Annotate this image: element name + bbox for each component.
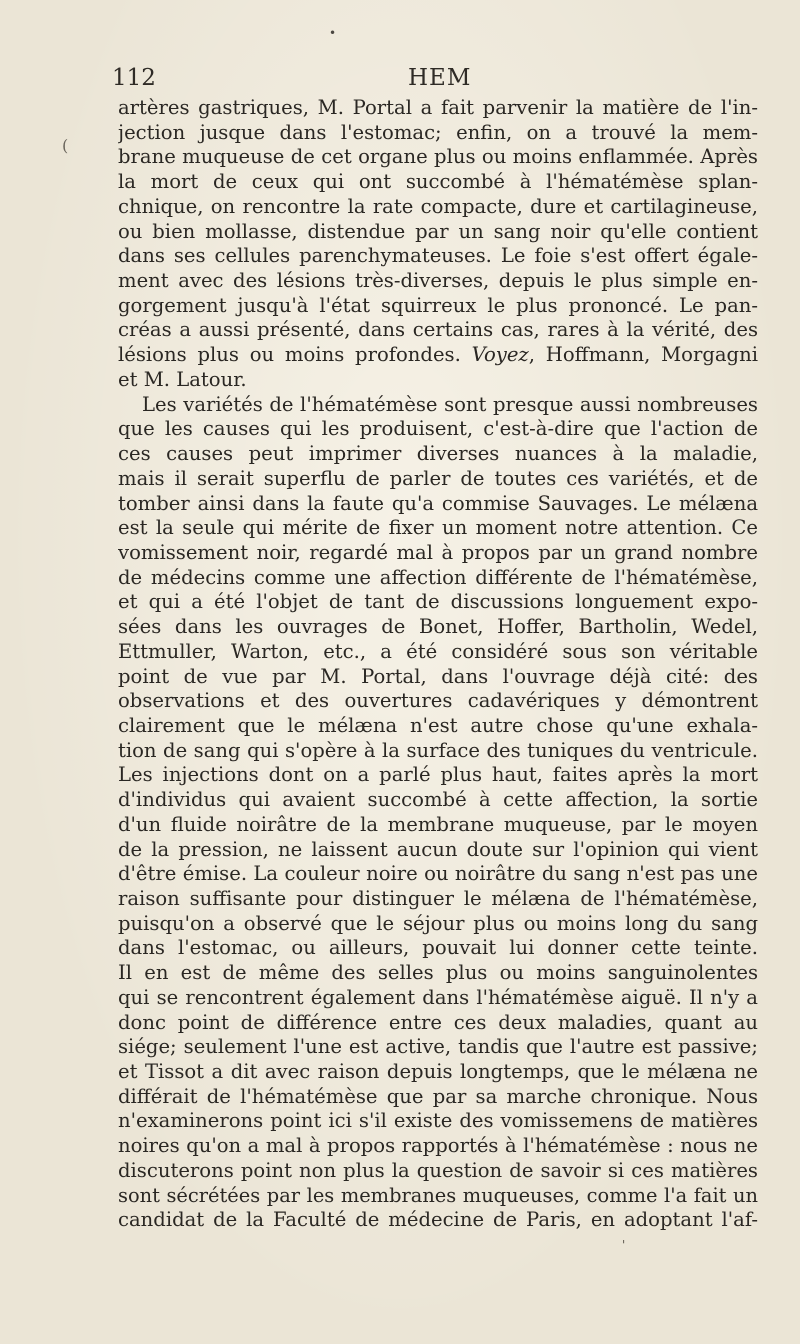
text-line: brane muqueuse de cet organe plus ou moins enflammée. Après bbox=[118, 145, 758, 169]
page-speck: • bbox=[329, 26, 337, 40]
text-line: jection jusque dans l'estomac; enfin, on a trouvé la mem- bbox=[118, 120, 758, 144]
text-line: noires qu'on a mal à propos rapportés à l'hématémèse : nous ne bbox=[118, 1134, 758, 1158]
text-line: chnique, on rencontre la rate compacte, dure et cartilagineuse, bbox=[118, 194, 758, 218]
text-line: et Tissot a dit avec raison depuis longtemps, que le mélæna ne bbox=[118, 1060, 758, 1084]
text-line: différait de l'hématémèse que par sa marche chronique. Nous bbox=[118, 1084, 758, 1108]
text-line: n'examinerons point ici s'il existe des vomissemens de matières bbox=[118, 1109, 758, 1133]
text-line: d'un fluide noirâtre de la membrane muqueuse, par le moyen bbox=[118, 812, 758, 836]
text-line: donc point de différence entre ces deux maladies, quant au bbox=[118, 1010, 758, 1034]
text-line: que les causes qui les produisent, c'est-à-dire que l'action de bbox=[118, 417, 758, 441]
text-line: clairement que le mélæna n'est autre chose qu'une exhala- bbox=[118, 713, 758, 737]
text-line: tomber ainsi dans la faute qu'a commise Sauvages. Le mélæna bbox=[118, 491, 758, 515]
text-line: Ettmuller, Warton, etc., a été considéré sous son véritable bbox=[118, 639, 758, 663]
text-line: siége; seulement l'une est active, tandis que l'autre est passive; bbox=[118, 1035, 758, 1059]
text-line: dans ses cellules parenchymateuses. Le foie s'est offert égale- bbox=[118, 244, 758, 268]
page-number: 112 bbox=[112, 65, 156, 91]
running-head: HEM bbox=[408, 65, 472, 91]
text-line: puisqu'on a observé que le séjour plus ou moins long du sang bbox=[118, 911, 758, 935]
text-line: d'individus qui avaient succombé à cette affection, la sortie bbox=[118, 788, 758, 812]
text-line: ces causes peut imprimer diverses nuances à la maladie, bbox=[118, 442, 758, 466]
text-line: est la seule qui mérite de fixer un moment notre attention. Ce bbox=[118, 516, 758, 540]
text-line: mais il serait superflu de parler de toutes ces variétés, et de bbox=[118, 466, 758, 490]
text-line: sont sécrétées par les membranes muqueuses, comme l'a fait un bbox=[118, 1183, 758, 1207]
text-line: artères gastriques, M. Portal a fait parvenir la matière de l'in- bbox=[118, 96, 758, 119]
text-line-paragraph-end: et M. Latour. bbox=[118, 367, 247, 391]
margin-mark: ( bbox=[62, 136, 69, 155]
italic-reference: Voyez bbox=[471, 343, 529, 367]
text-line: la mort de ceux qui ont succombé à l'hématémèse splan- bbox=[118, 170, 758, 194]
page-header bbox=[112, 62, 760, 94]
text-line: et qui a été l'objet de tant de discussions longuement expo- bbox=[118, 590, 758, 614]
text-line: raison suffisante pour distinguer le mélæna de l'hématémèse, bbox=[118, 887, 758, 910]
text-line: qui se rencontrent également dans l'hématémèse aiguë. Il n'y a bbox=[118, 985, 758, 1009]
text-line: discuterons point non plus la question de savoir si ces matières bbox=[118, 1158, 758, 1182]
page-speck-bottom: ' bbox=[622, 1238, 626, 1252]
text-line: gorgement jusqu'à l'état squirreux le plus prononcé. Le pan- bbox=[118, 293, 758, 317]
text-line: de médecins comme une affection différente de l'hématémèse, bbox=[118, 565, 758, 589]
text-line: candidat de la Faculté de médecine de Paris, en adoptant l'af- bbox=[118, 1208, 758, 1232]
text-line: de la pression, ne laissent aucun doute sur l'opinion qui vient bbox=[118, 837, 758, 861]
text-line: Les injections dont on a parlé plus haut, faites après la mort bbox=[118, 763, 758, 787]
text-line: lésions plus ou moins profondes. Voyez, Hoffmann, Morgagni bbox=[118, 343, 758, 367]
text-line: Il en est de même des selles plus ou moins sanguinolentes bbox=[118, 961, 758, 985]
text-line: vomissement noir, regardé mal à propos par un grand nombre bbox=[118, 540, 758, 564]
text-line: observations et des ouvertures cadavériques y démontrent bbox=[118, 689, 758, 713]
text-line-paragraph-start: Les variétés de l'hématémèse sont presque aussi nombreuses bbox=[142, 392, 758, 416]
text-line: point de vue par M. Portal, dans l'ouvrage déjà cité: des bbox=[118, 664, 758, 688]
text-line: ment avec des lésions très-diverses, depuis le plus simple en- bbox=[118, 269, 758, 293]
body-text bbox=[118, 96, 758, 1233]
text-line: d'être émise. La couleur noire ou noirâtre du sang n'est pas une bbox=[118, 862, 758, 886]
text-line: ou bien mollasse, distendue par un sang noir qu'elle contient bbox=[118, 219, 758, 243]
text-line: sées dans les ouvrages de Bonet, Hoffer, Bartholin, Wedel, bbox=[118, 615, 758, 639]
text-line: créas a aussi présenté, dans certains cas, rares à la vérité, des bbox=[118, 318, 758, 342]
text-line: tion de sang qui s'opère à la surface des tuniques du ventricule. bbox=[118, 738, 758, 762]
text-line: dans l'estomac, ou ailleurs, pouvait lui donner cette teinte. bbox=[118, 936, 758, 960]
